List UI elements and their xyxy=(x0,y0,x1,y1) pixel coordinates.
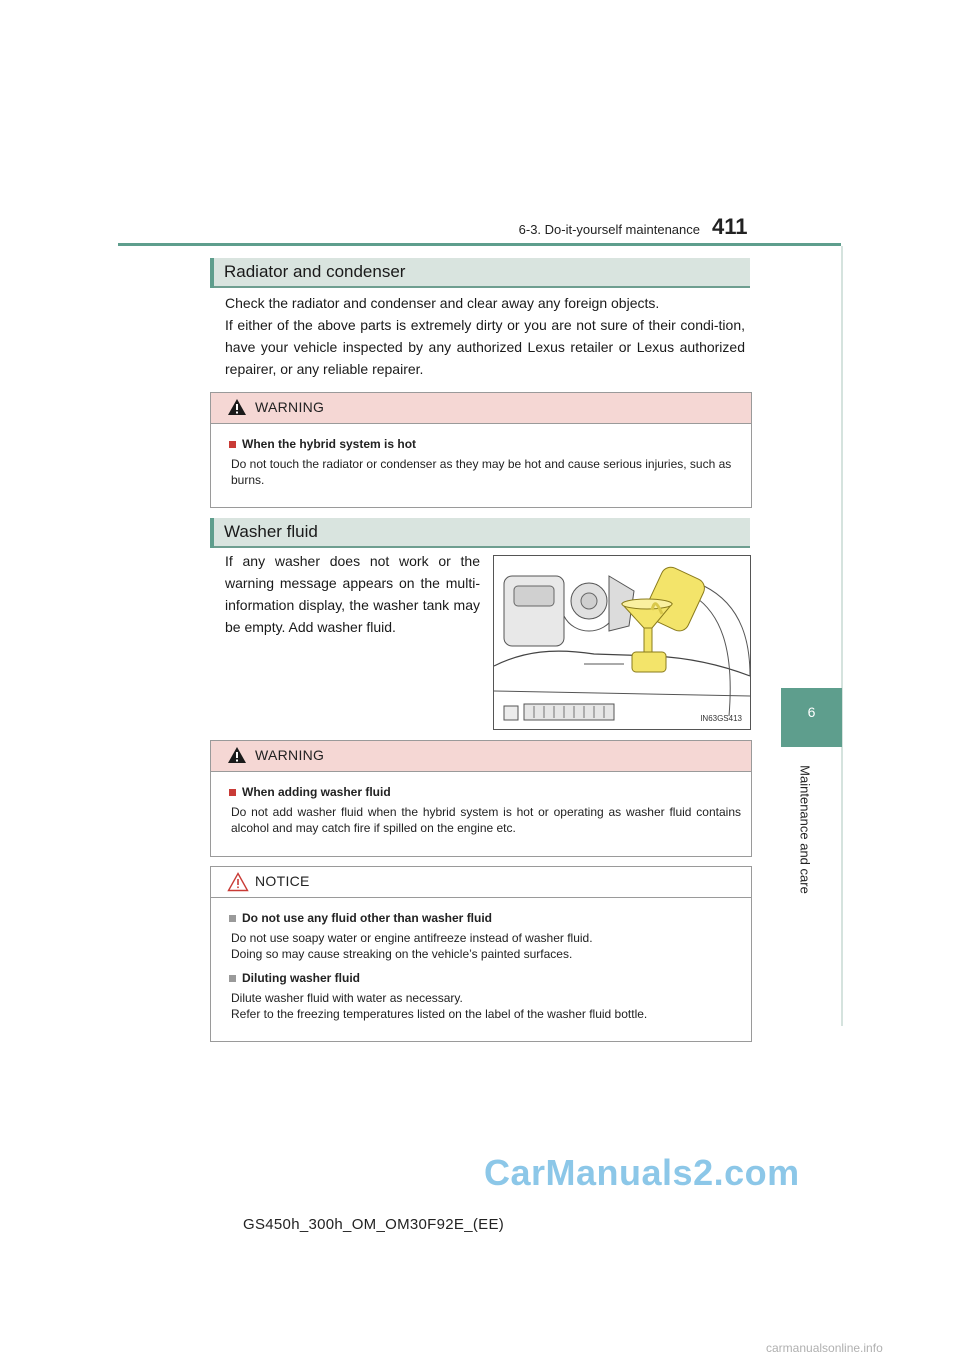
notice-item-title: Diluting washer fluid xyxy=(229,970,741,986)
warning-item-text: Do not touch the radiator or condenser as they may be hot and cause serious injuries, such as burns. xyxy=(231,457,732,487)
notice-label: NOTICE xyxy=(255,873,310,889)
notice-body xyxy=(211,898,751,1040)
chapter-label: Maintenance and care xyxy=(797,765,813,894)
paragraph: If either of the above parts is extremely dirty or you are not sure of their condi-tion, have your vehicle inspected by any authorized Lexus retailer or Lexus authorized repairer, or any reliable repairer. xyxy=(225,317,745,377)
section-heading-radiator xyxy=(210,258,750,288)
notice-item-text: Do not use soapy water or engine antifreeze instead of washer fluid. Doing so may cause streaking on the vehicle’s painted surfaces. xyxy=(231,931,593,961)
chapter-tab[interactable] xyxy=(781,688,842,747)
bullet-square-icon xyxy=(229,789,236,796)
section-heading-washer xyxy=(210,518,750,548)
warning-label: WARNING xyxy=(255,399,325,415)
bullet-square-icon xyxy=(229,975,236,982)
warning-triangle-icon xyxy=(227,746,247,764)
bullet-square-icon xyxy=(229,915,236,922)
warning-header xyxy=(211,393,751,424)
bullet-square-icon xyxy=(229,441,236,448)
notice-box xyxy=(210,866,752,1042)
warning-item-title: When the hybrid system is hot xyxy=(229,436,741,452)
watermark-url[interactable]: carmanualsonline.info xyxy=(766,1341,883,1355)
warning-body xyxy=(211,772,751,854)
watermark-logo[interactable]: CarManuals2.com xyxy=(484,1152,800,1193)
warning-box-hot-system xyxy=(210,392,752,508)
notice-item-title: Do not use any fluid other than washer fluid xyxy=(229,910,741,926)
warning-label: WARNING xyxy=(255,747,325,763)
side-divider xyxy=(841,246,843,1026)
paragraph: Check the radiator and condenser and clear away any foreign objects. xyxy=(225,295,660,311)
notice-item-text: Dilute washer fluid with water as necessary. Refer to the freezing temperatures listed on the label of the washer fluid bottle. xyxy=(231,991,648,1021)
washer-text xyxy=(225,550,480,638)
paragraph: If any washer does not work or the warning message appears on the multi-information display, the washer tank may be empty. Add washer fluid. xyxy=(225,553,480,635)
page-number: 411 xyxy=(712,214,748,239)
warning-triangle-icon xyxy=(227,398,247,416)
caution-triangle-icon xyxy=(227,872,249,892)
warning-box-adding-fluid xyxy=(210,740,752,857)
washer-fluid-illustration xyxy=(493,555,751,730)
header-rule xyxy=(118,243,841,246)
engine-bay-illustration-icon xyxy=(494,556,750,729)
warning-item-text: Do not add washer fluid when the hybrid system is hot or operating as washer fluid contains alcohol and may catch fire if spilled on the engine etc. xyxy=(231,805,741,835)
radiator-text xyxy=(225,292,745,380)
warning-header xyxy=(211,741,751,772)
image-code: IN63GS413 xyxy=(700,714,742,723)
chapter-number: 6 xyxy=(807,704,816,720)
notice-header xyxy=(211,867,751,898)
running-header-section: 6-3. Do-it-yourself maintenance xyxy=(518,222,700,237)
section-title: Radiator and condenser xyxy=(224,262,406,281)
warning-body xyxy=(211,424,751,506)
section-title: Washer fluid xyxy=(224,522,318,541)
document-code: GS450h_300h_OM_OM30F92E_(EE) xyxy=(243,1216,505,1233)
warning-item-title: When adding washer fluid xyxy=(229,784,741,800)
